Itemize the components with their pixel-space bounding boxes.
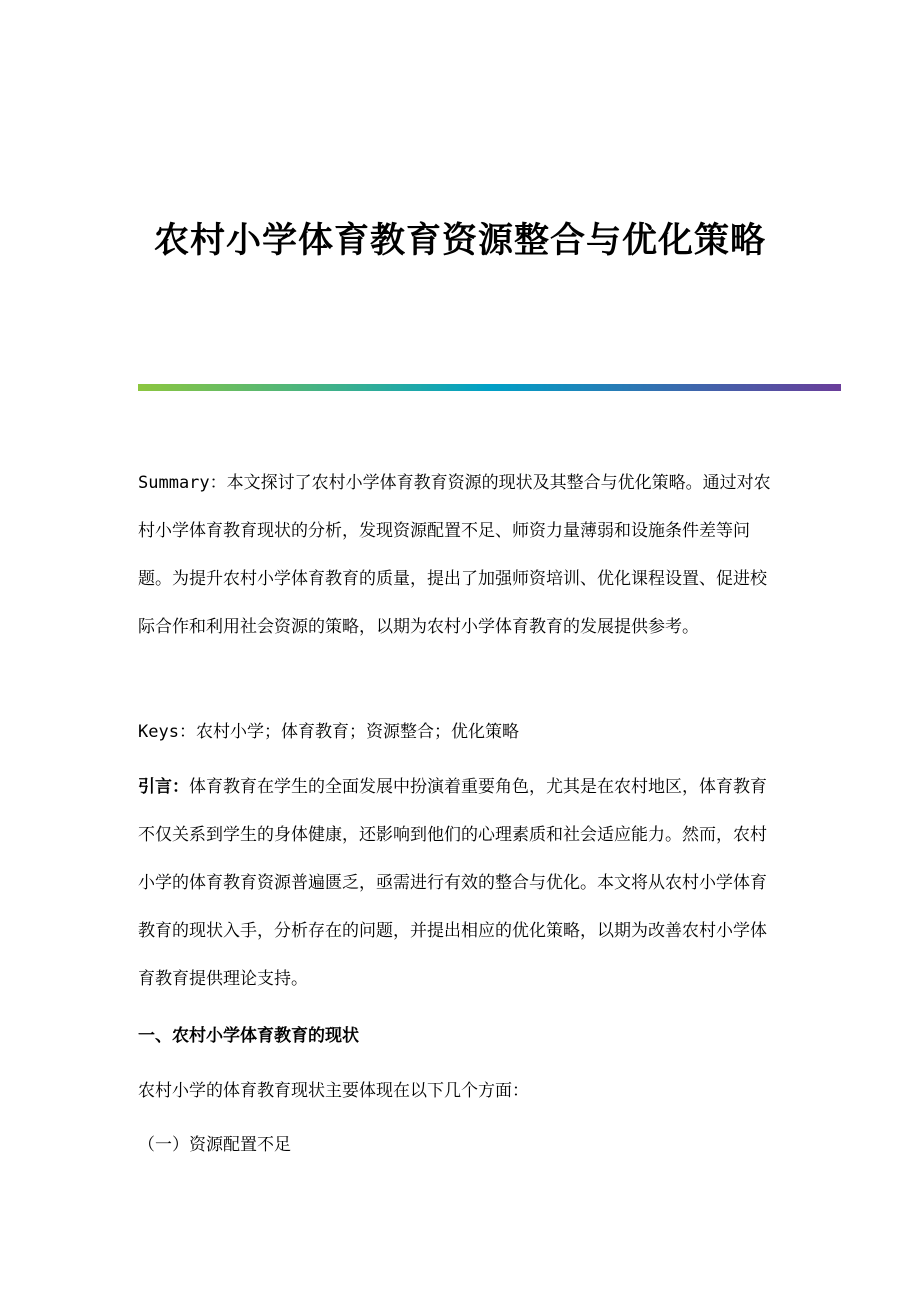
title-divider-rule	[138, 384, 841, 391]
section-lead-text: 农村小学的体育教育现状主要体现在以下几个方面：	[138, 1081, 529, 1101]
summary-text: 本文探讨了农村小学体育教育资源的现状及其整合与优化策略。通过对农村小学体育教育现状的分析，发现资源配置不足、师资力量薄弱和设施条件差等问题。为提升农村小学体育教育的质量，提出了加强师资培训、优化课程设置、促进校际合作和利用社会资源的策略，以期为农村小学体育教育的发展提供参考。	[138, 473, 771, 637]
subsection-heading: （一）资源配置不足	[138, 1135, 291, 1155]
keys-paragraph	[138, 708, 783, 756]
intro-paragraph	[138, 763, 783, 1003]
intro-label: 引言：	[138, 777, 189, 797]
rule-bar	[138, 384, 841, 391]
intro-text: 体育教育在学生的全面发展中扮演着重要角色，尤其是在农村地区，体育教育不仅关系到学生的身体健康，还影响到他们的心理素质和社会适应能力。然而，农村小学的体育教育资源普遍匮乏，亟需进行有效的整合与优化。本文将从农村小学体育教育的现状入手，分析存在的问题，并提出相应的优化策略，以期为改善农村小学体育教育提供理论支持。	[138, 777, 767, 989]
keys-text: 农村小学；体育教育；资源整合；优化策略	[195, 722, 519, 742]
section-heading: 一、农村小学体育教育的现状	[138, 1026, 359, 1046]
summary-label: Summary：	[138, 473, 227, 493]
document-title: 农村小学体育教育资源整合与优化策略	[153, 220, 766, 261]
summary-paragraph	[138, 459, 783, 651]
keys-label: Keys：	[138, 722, 196, 742]
